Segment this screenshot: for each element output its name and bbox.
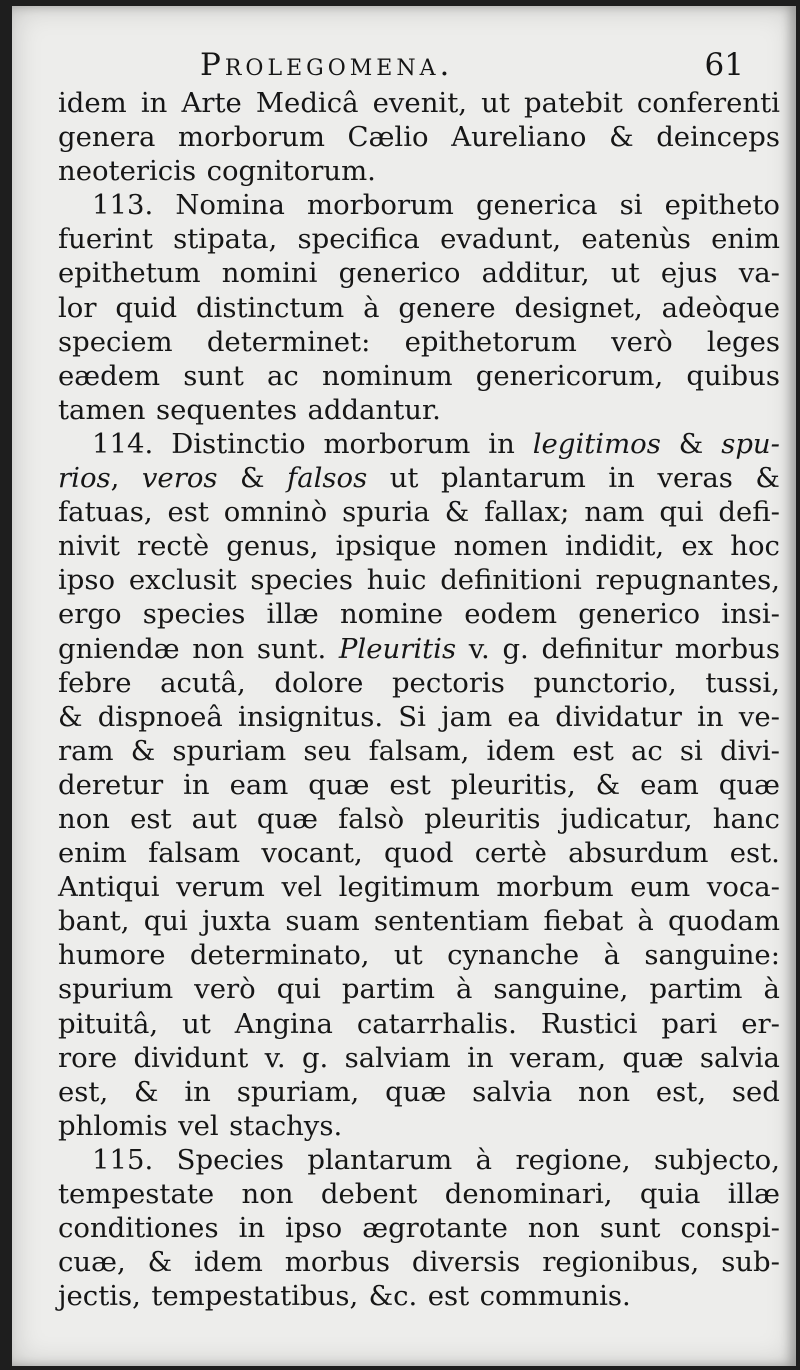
text-line: enim falsam vocant, quod certè absurdum est. — [58, 837, 780, 870]
text-line: fuerint stipata, specifica evadunt, eatenùs enim — [58, 223, 780, 256]
paragraph-114-start: 114. Distinctio morborum in legitimos & spu- — [92, 427, 780, 460]
text-line: phlomis vel stachys. — [58, 1109, 343, 1142]
text-line: epithetum nomini generico additur, ut ejus va- — [58, 257, 780, 290]
text-line: non est aut quæ falsò pleuritis judicatur, hanc — [58, 802, 780, 835]
text-line: neotericis cognitorum. — [58, 155, 376, 188]
page-text — [58, 44, 780, 1313]
book-page — [12, 6, 796, 1366]
paragraph-115-start: 115. Species plantarum à regione, subjecto, — [92, 1143, 780, 1176]
text-line: genera morborum Cælio Aureliano & deinceps — [58, 121, 780, 154]
text-line: rios, veros & falsos ut plantarum in veras & — [58, 462, 780, 495]
text-line: idem in Arte Medicâ evenit, ut patebit conferenti — [58, 87, 780, 119]
text-line: tempestate non debent denominari, quia illæ — [58, 1178, 780, 1210]
text-line: ram & spuriam seu falsam, idem est ac si divi- — [58, 734, 780, 767]
text-line: pituitâ, ut Angina catarrhalis. Rustici pari er- — [58, 1007, 780, 1040]
text-line: cuæ, & idem morbus diversis regionibus, sub- — [58, 1246, 780, 1279]
text-line: nivit rectè genus, ipsique nomen indidit, ex hoc — [58, 530, 780, 563]
text-line: fatuas, est omninò spuria & fallax; nam qui defi- — [58, 496, 780, 529]
text-line: gniendæ non sunt. Pleuritis v. g. definitur morbus — [58, 632, 780, 665]
text-line: & dispnoeâ insignitus. Si jam ea dividatur in ve- — [58, 700, 780, 733]
text-line: tamen sequentes addantur. — [58, 393, 441, 426]
text-line: spurium verò qui partim à sanguine, partim à — [58, 973, 780, 1006]
text-line: est, & in spuriam, quæ salvia non est, sed — [58, 1075, 780, 1108]
text-line: ergo species illæ nomine eodem generico insi- — [58, 598, 780, 631]
text-line: rore dividunt v. g. salviam in veram, quæ salvia — [58, 1041, 780, 1074]
text-line: speciem determinet: epithetorum verò leges — [58, 325, 780, 358]
running-head: Prolegomena. — [200, 47, 454, 83]
text-line: deretur in eam quæ est pleuritis, & eam quæ — [58, 768, 780, 801]
text-line: lor quid distinctum à genere designet, adeòque — [58, 291, 780, 324]
paragraph-113-start: 113. Nomina morborum generica si epitheto — [92, 189, 780, 222]
text-line: eædem sunt ac nominum genericorum, quibus — [58, 359, 780, 392]
text-line: ipso exclusit species huic definitioni repugnantes, — [58, 564, 780, 597]
text-line: conditiones in ipso ægrotante non sunt conspi- — [58, 1212, 780, 1245]
text-line: jectis, tempestatibus, &c. est communis. — [58, 1280, 631, 1313]
text-line: bant, qui juxta suam sententiam fiebat à quodam — [58, 905, 780, 938]
page-number: 61 — [704, 47, 744, 83]
text-line: humore determinato, ut cynanche à sanguine: — [58, 939, 780, 972]
text-line: Antiqui verum vel legitimum morbum eum voca- — [58, 871, 780, 904]
page-header — [58, 44, 780, 86]
text-line: febre acutâ, dolore pectoris punctorio, tussi, — [58, 666, 780, 699]
